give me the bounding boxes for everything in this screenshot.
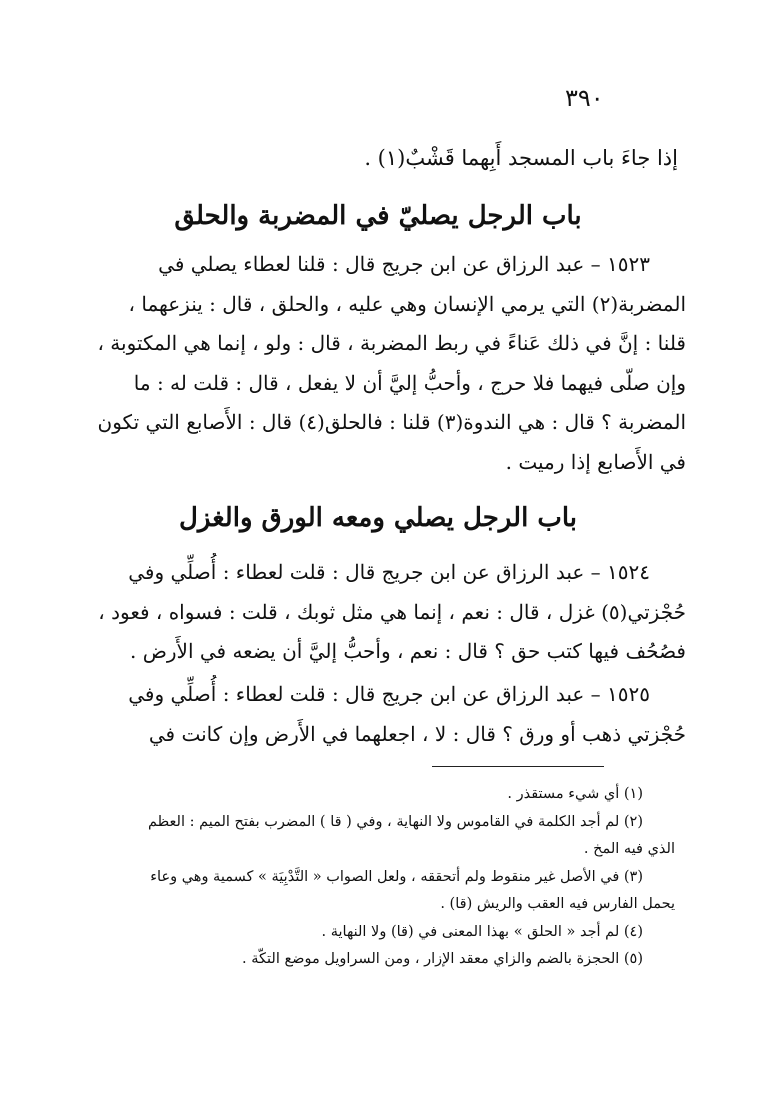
footnote-5: (٥) الحجزة بالضم والزاي معقد الإزار ، ومن السراويل موضع التكّة . bbox=[242, 951, 643, 967]
page-number: ٣٩٠ bbox=[565, 84, 604, 112]
footnotes bbox=[75, 781, 675, 974]
text-line: المضربة(٢) التي يرمي الإنسان وهي عليه ، والحلق ، قال : ينزعهما ، bbox=[128, 291, 686, 316]
text-line: فصُحُف فيها كتب حق ؟ قال : نعم ، وأحبُّ إليَّ أن يضعه في الأَرض . bbox=[130, 639, 686, 663]
text-line: قلنا : إنَّ في ذلك عَناءً في ربط المضربة ، قال : ولو ، إنما هي المكتوبة ، bbox=[97, 331, 686, 355]
text-line: ١٥٢٣ – عبد الرزاق عن ابن جريج قال : قلنا لعطاء يصلي في bbox=[158, 252, 650, 276]
footnote-1: (١) أي شيء مستقذر . bbox=[507, 786, 643, 802]
footnote-separator bbox=[432, 766, 604, 767]
text-line: وإن صلّى فيهما فلا حرج ، وأحبُّ إليَّ أن لا يفعل ، قال : قلت له : ما bbox=[133, 370, 686, 395]
footnote-2: (٢) لم أجد الكلمة في القاموس ولا النهاية ، وفي ( قا ) المضرب بفتح الميم : العظم bbox=[148, 813, 643, 830]
paragraph-1523 bbox=[70, 245, 686, 482]
footnote-3: (٣) في الأصل غير منقوط ولم أتحققه ، ولعل الصواب « التَّدْبِيَة » كسمية وهي وعاء bbox=[150, 868, 643, 885]
text-line: المضربة ؟ قال : هي الندوة(٣) قلنا : فالحلق(٤) قال : الأَصابع التي تكون bbox=[97, 410, 686, 434]
opening-line: إذا جاءَ باب المسجد أَبِهما قَشْبٌ(١) . bbox=[364, 146, 678, 170]
section-heading-2: باب الرجل يصلي ومعه الورق والغزل bbox=[179, 503, 577, 533]
section-heading-1: باب الرجل يصليّ في المضربة والحلق bbox=[174, 201, 582, 231]
text-line: ١٥٢٥ – عبد الرزاق عن ابن جريج قال : قلت لعطاء : أُصلِّي وفي bbox=[128, 682, 650, 706]
footnote-3-continued: يحمل الفارس فيه العقب والريش (قا) . bbox=[440, 896, 675, 912]
text-line: في الأَصابع إذا رميت . bbox=[505, 449, 686, 474]
text-line: ١٥٢٤ – عبد الرزاق عن ابن جريج قال : قلت لعطاء : أُصلِّي وفي bbox=[128, 560, 650, 584]
text-line: حُجْزتي ذهب أو ورق ؟ قال : لا ، اجعلهما في الأَرض وإن كانت في bbox=[148, 721, 686, 746]
paragraph-1524 bbox=[70, 553, 686, 672]
opening-line-block bbox=[70, 138, 686, 178]
footnote-2-continued: الذي فيه المخ . bbox=[583, 841, 675, 857]
text-line: حُجْزتي(٥) غزل ، قال : نعم ، إنما هي مثل ثوبك ، قلت : فسواه ، فعود ، bbox=[98, 599, 686, 624]
paragraph-1525 bbox=[70, 675, 686, 754]
footnote-4: (٤) لم أجد « الحلق » بهذا المعنى في (قا) ولا النهاية . bbox=[321, 923, 643, 940]
